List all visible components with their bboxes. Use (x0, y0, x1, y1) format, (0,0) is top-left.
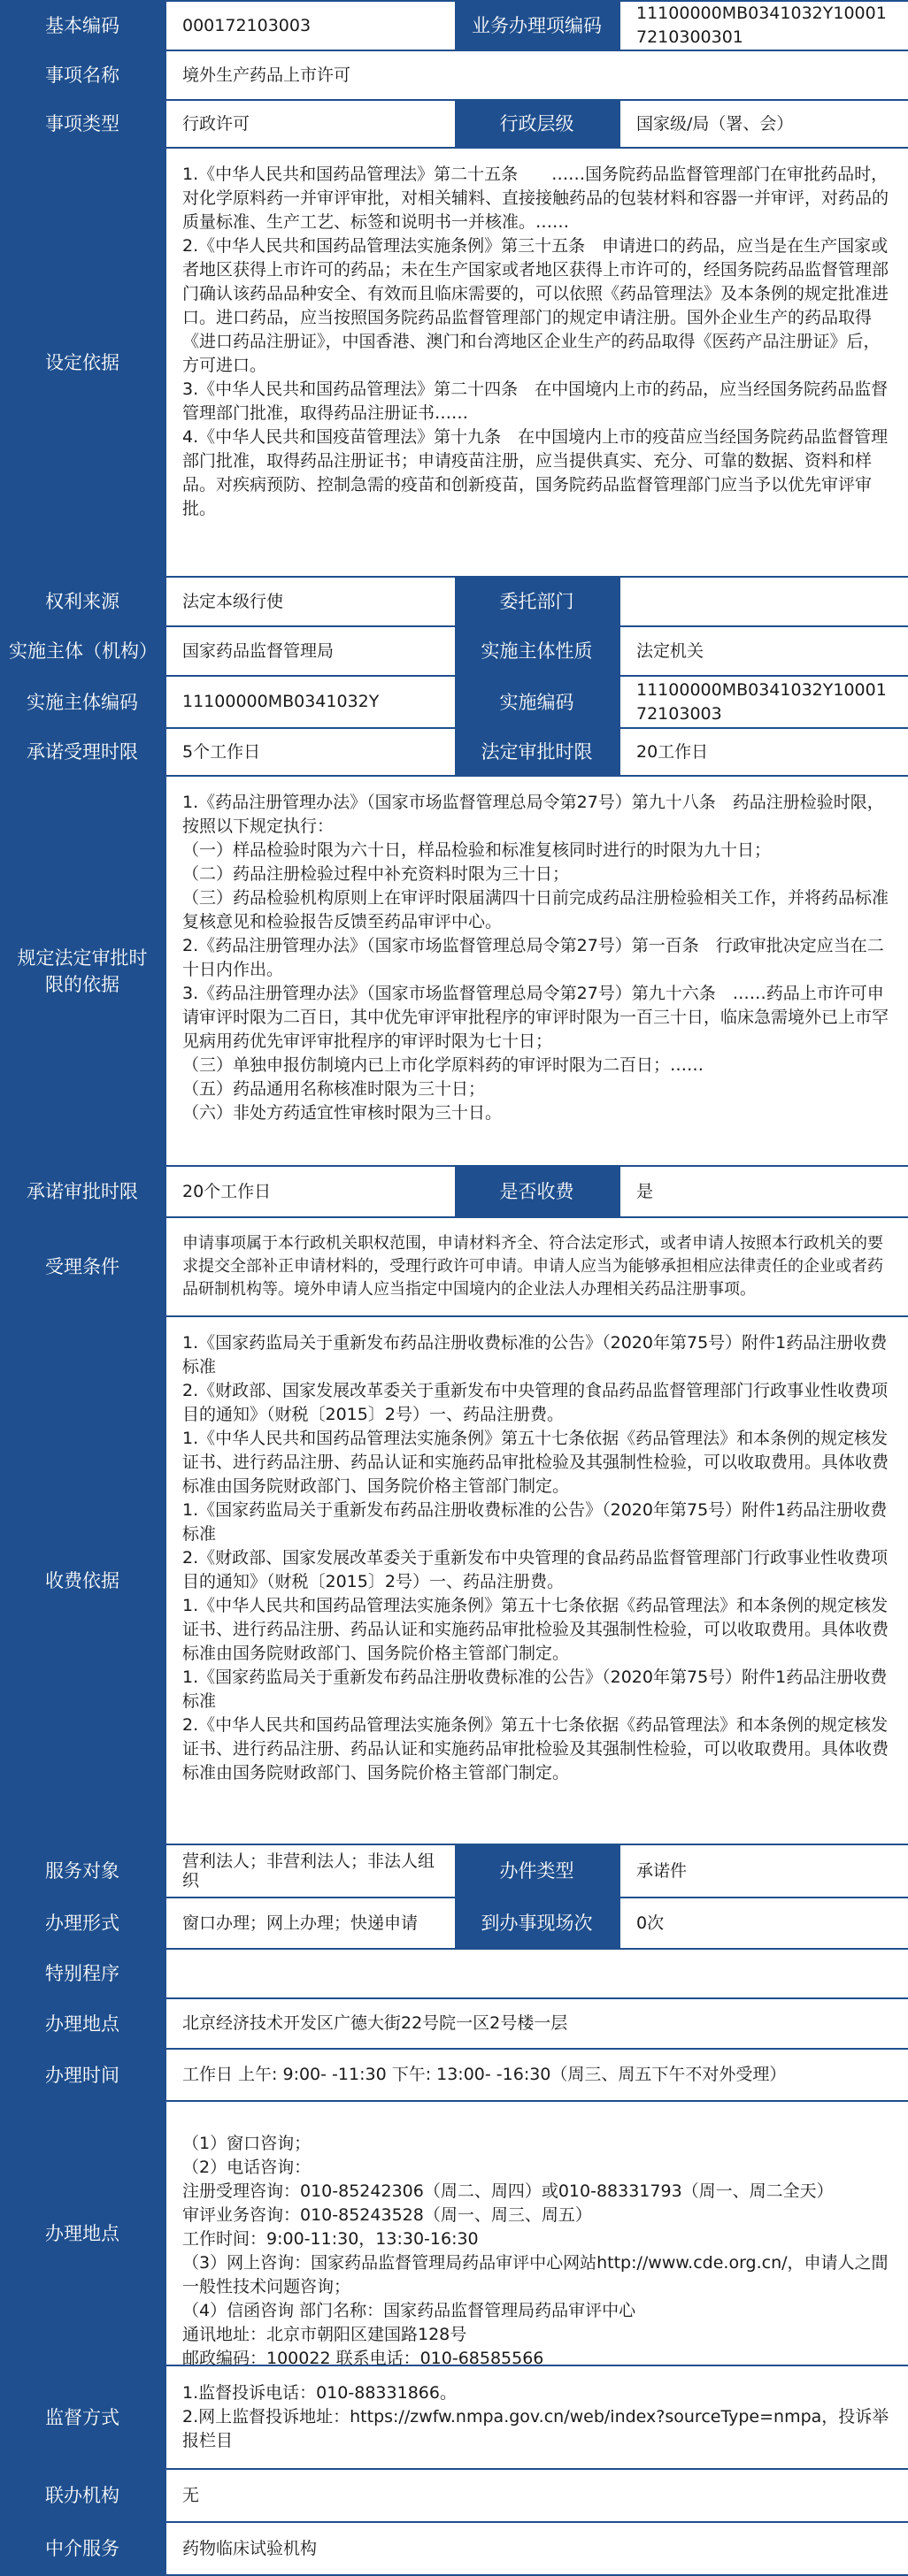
row-promise-approve (0, 1167, 908, 1218)
consult-line: （4）信函咨询 部门名称：国家药品监督管理局药品审评中心 (182, 2301, 636, 2320)
time-basis-line: （二）药品注册检验过程中补充资料时限为三十日； (182, 864, 570, 884)
time-basis-line: （六）非处方药适宜性审核时限为三十日。 (182, 1103, 503, 1123)
value-impl-nature: 法定机关 (619, 627, 908, 675)
fee-basis-line: 1.《国家药监局关于重新发布药品注册收费标准的公告》（2020年第75号）附件1药品注册收费标准 (182, 1668, 888, 1711)
row-power-source (0, 578, 908, 627)
label-handling-type: 办件类型 (455, 1845, 619, 1897)
label-consult: 办理地点 (0, 2102, 165, 2365)
value-consult (165, 2102, 908, 2365)
label-special-procedure: 特别程序 (0, 1950, 165, 1997)
time-basis-line: （三）单独申报仿制境内已上市化学原料药的审评时限为二百日；…… (182, 1055, 704, 1075)
label-impl-subject: 实施主体（机构） (0, 627, 165, 675)
legal-basis-line: 4.《中华人民共和国疫苗管理法》第十九条 在中国境内上市的疫苗应当经国务院药品监督管理部门批准，取得药品注册证书；申请疫苗注册，应当提供真实、充分、可靠的数据、资料和样品。对疾病预防、控制急需的疫苗和创新疫苗，国务院药品监督管理部门应当予以优先审评审批。 (182, 427, 889, 518)
value-handling-location: 北京经济技术开发区广德大街22号院一区2号楼一层 (165, 1999, 908, 2048)
consult-line: 工作时间：9:00-11:30，13:30-16:30 (182, 2229, 479, 2249)
label-impl-nature: 实施主体性质 (455, 627, 619, 675)
fee-basis-line: 2.《财政部、国家发展改革委关于重新发布中央管理的食品药品监督管理部门行政事业性收费项目的通知》（财税〔2015〕2号）一、药品注册费。 (182, 1548, 889, 1591)
time-basis-line: 2.《药品注册管理办法》（国家市场监督管理总局令第27号）第一百条 行政审批决定应当在二十日内作出。 (182, 936, 884, 979)
row-intermediary (0, 2523, 908, 2576)
fee-basis-line: 2.《财政部、国家发展改革委关于重新发布中央管理的食品药品监督管理部门行政事业性收费项目的通知》（财税〔2015〕2号）一、药品注册费。 (182, 1381, 889, 1424)
label-joint-agency: 联办机构 (0, 2470, 165, 2521)
label-legal-approve: 法定审批时限 (455, 729, 619, 775)
label-time-basis: 规定法定审批时限的依据 (0, 777, 165, 1165)
value-supervision (165, 2366, 908, 2468)
consult-line: 邮政编码：100022 联系电话：010-68585566 (182, 2349, 544, 2365)
consult-line: 注册受理咨询：010-85242306（周二、周四）或010-88331793（周一、周二全天） (182, 2181, 834, 2201)
handling-code-text: 11100000MB0341032Y100017210300301 (636, 4, 887, 47)
label-promise-accept: 承诺受理时限 (0, 729, 165, 775)
row-handling-time (0, 2050, 908, 2102)
label-service-target: 服务对象 (0, 1845, 165, 1897)
label-admin-level: 行政层级 (455, 101, 619, 147)
label-handling-location: 办理地点 (0, 1999, 165, 2048)
value-special-procedure (165, 1950, 908, 1997)
row-impl-subject (0, 627, 908, 677)
label-power-source: 权利来源 (0, 578, 165, 625)
label-impl-item-code: 实施编码 (455, 677, 619, 727)
value-impl-code: 11100000MB0341032Y (165, 677, 455, 727)
legal-basis-line: 2.《中华人民共和国药品管理法实施条例》第三十五条 申请进口的药品，应当是在生产国家或者地区获得上市许可的药品；未在生产国家或者地区获得上市许可的，经国务院药品监督管理部门确认该药品品种安全、有效而且临床需要的，可以依照《药品管理法》及本条例的规定批准进口。进口药品，应当按照国务院药品监督管理部门的规定申请注册。国外企业生产的药品取得《进口药品注册证》，中国香港、澳门和台湾地区企业生产的药品取得《医药产品注册证》后，方可进口。 (182, 236, 889, 375)
value-time-basis (165, 777, 908, 1165)
row-handling-location (0, 1999, 908, 2050)
label-legal-basis: 设定依据 (0, 149, 165, 576)
label-entrusted-dept: 委托部门 (455, 578, 619, 625)
value-accept-conditions (165, 1218, 908, 1315)
fee-basis-line: 1.《国家药监局关于重新发布药品注册收费标准的公告》（2020年第75号）附件1药品注册收费标准 (182, 1500, 888, 1544)
value-impl-subject: 国家药品监督管理局 (165, 627, 455, 675)
value-handling-type: 承诺件 (619, 1845, 908, 1897)
label-impl-code: 实施主体编码 (0, 677, 165, 727)
consult-line: 审评业务咨询：010-85243528（周一、周三、周五） (182, 2205, 592, 2225)
value-legal-approve: 20工作日 (619, 729, 908, 775)
label-handling-form: 办理形式 (0, 1898, 165, 1948)
value-handling-code (619, 2, 908, 50)
label-visit-count: 到办事现场次 (455, 1898, 619, 1948)
row-supervision (0, 2366, 908, 2470)
time-basis-line: （三）药品检验机构原则上在审评时限届满四十日前完成药品注册检验相关工作，并将药品标准复核意见和检验报告反馈至药品审评中心。 (182, 888, 889, 932)
time-basis-line: （一）样品检验时限为六十日，样品检验和标准复核同时进行的时限为九十日； (182, 840, 772, 860)
consult-line: （2）电话咨询： (182, 2158, 312, 2177)
fee-basis-line: 2.《中华人民共和国药品管理法实施条例》第五十七条依据《药品管理法》和本条例的规定核发证书、进行药品注册、药品认证和实施药品审批检验及其强制性检验，可以收取费用。具体收费标准由国务院财政部门、国务院价格主管部门制定。 (182, 1715, 889, 1782)
label-promise-approve: 承诺审批时限 (0, 1167, 165, 1216)
row-consult (0, 2102, 908, 2366)
row-basic-code (0, 0, 908, 51)
row-special-procedure (0, 1950, 908, 1999)
label-handling-time: 办理时间 (0, 2050, 165, 2100)
row-service-target (0, 1845, 908, 1898)
label-basic-code: 基本编码 (0, 2, 165, 50)
value-item-name: 境外生产药品上市许可 (165, 51, 908, 99)
fee-basis-line: 1.《中华人民共和国药品管理法实施条例》第五十七条依据《药品管理法》和本条例的规定核发证书、进行药品注册、药品认证和实施药品审批检验及其强制性检验，可以收取费用。具体收费标准由国务院财政部门、国务院价格主管部门制定。 (182, 1596, 889, 1663)
value-promise-accept: 5个工作日 (165, 729, 455, 775)
value-impl-item-code (619, 677, 908, 727)
row-item-type (0, 101, 908, 149)
value-power-source: 法定本级行使 (165, 578, 455, 625)
service-target-text: 营利法人；非营利法人；非法人组织 (182, 1852, 435, 1890)
legal-basis-line: 3.《中华人民共和国药品管理法》第二十四条 在中国境内上市的药品，应当经国务院药品监督管理部门批准，取得药品注册证书…… (182, 380, 889, 423)
value-handling-time: 工作日 上午: 9:00- -11:30 下午: 13:00- -16:30（周三、周五下午不对外受理） (165, 2050, 908, 2100)
label-charge: 是否收费 (455, 1167, 619, 1216)
time-basis-line: （五）药品通用名称核准时限为三十日； (182, 1079, 486, 1099)
fee-basis-line: 1.《国家药监局关于重新发布药品注册收费标准的公告》（2020年第75号）附件1药品注册收费标准 (182, 1333, 888, 1376)
label-intermediary: 中介服务 (0, 2523, 165, 2574)
value-joint-agency: 无 (165, 2470, 908, 2521)
label-accept-conditions: 受理条件 (0, 1218, 165, 1315)
impl-item-code-text: 11100000MB0341032Y1000172103003 (636, 679, 887, 724)
value-service-target (165, 1845, 455, 1897)
value-handling-form: 窗口办理；网上办理；快递申请 (165, 1898, 455, 1948)
value-fee-basis (165, 1317, 908, 1844)
label-item-name: 事项名称 (0, 51, 165, 99)
label-handling-code: 业务办理项编码 (455, 2, 619, 50)
row-time-limits (0, 729, 908, 777)
row-time-basis (0, 777, 908, 1167)
value-basic-code: 000172103003 (165, 2, 455, 50)
fee-basis-line: 1.《中华人民共和国药品管理法实施条例》第五十七条依据《药品管理法》和本条例的规定核发证书、进行药品注册、药品认证和实施药品审批检验及其强制性检验，可以收取费用。具体收费标准由国务院财政部门、国务院价格主管部门制定。 (182, 1429, 889, 1496)
value-visit-count: 0次 (619, 1898, 908, 1948)
legal-basis-line: 1.《中华人民共和国药品管理法》第二十五条 ……国务院药品监督管理部门在审批药品时，对化学原料药一并审评审批，对相关辅料、直接接触药品的包装材料和容器一并审评，对药品的质量标准、生产工艺、标签和说明书一并核准。…… (182, 165, 889, 232)
row-item-name (0, 51, 908, 101)
row-joint-agency (0, 2470, 908, 2523)
row-handling-form (0, 1898, 908, 1950)
supervision-line: 2.网上监督投诉地址：https://zwfw.nmpa.gov.cn/web/index?sourceType=nmpa，投诉举报栏目 (182, 2407, 889, 2450)
value-admin-level: 国家级/局（署、会） (619, 101, 908, 147)
accept-conditions-text: 申请事项属于本行政机关职权范围，申请材料齐全、符合法定形式，或者申请人按照本行政机关的要求提交全部补正申请材料的，受理行政许可申请。申请人应当为能够承担相应法律责任的企业或者药品研制机构等。境外申请人应当指定中国境内的企业法人办理相关药品注册事项。 (182, 1234, 883, 1299)
value-charge: 是 (619, 1167, 908, 1216)
row-accept-conditions (0, 1218, 908, 1317)
time-basis-line: 1.《药品注册管理办法》（国家市场监督管理总局令第27号）第九十八条 药品注册检验时限，按照以下规定执行： (182, 793, 884, 836)
label-fee-basis: 收费依据 (0, 1317, 165, 1844)
value-item-type: 行政许可 (165, 101, 455, 147)
time-basis-line: 3.《药品注册管理办法》（国家市场监督管理总局令第27号）第九十六条 ……药品上市许可申请审评时限为二百日，其中优先审评审批程序的审评时限为一百三十日，临床急需境外已上市罕见病用药优先审评审批程序的审评时限为七十日； (182, 984, 889, 1051)
row-impl-code (0, 677, 908, 729)
label-supervision: 监督方式 (0, 2366, 165, 2468)
value-legal-basis (165, 149, 908, 576)
row-fee-basis (0, 1317, 908, 1845)
consult-line: 通讯地址：北京市朝阳区建国路128号 (182, 2325, 467, 2344)
supervision-line: 1.监督投诉电话：010-88331866。 (182, 2383, 457, 2403)
row-legal-basis (0, 149, 908, 578)
label-item-type: 事项类型 (0, 101, 165, 147)
consult-line: （1）窗口咨询； (182, 2134, 312, 2153)
value-promise-approve: 20个工作日 (165, 1167, 455, 1216)
value-intermediary: 药物临床试验机构 (165, 2523, 908, 2574)
consult-line: （3）网上咨询：国家药品监督管理局药品审评中心网站http://www.cde.org.cn/，申请人之間一般性技术问题咨询； (182, 2253, 889, 2296)
value-entrusted-dept (619, 578, 908, 625)
